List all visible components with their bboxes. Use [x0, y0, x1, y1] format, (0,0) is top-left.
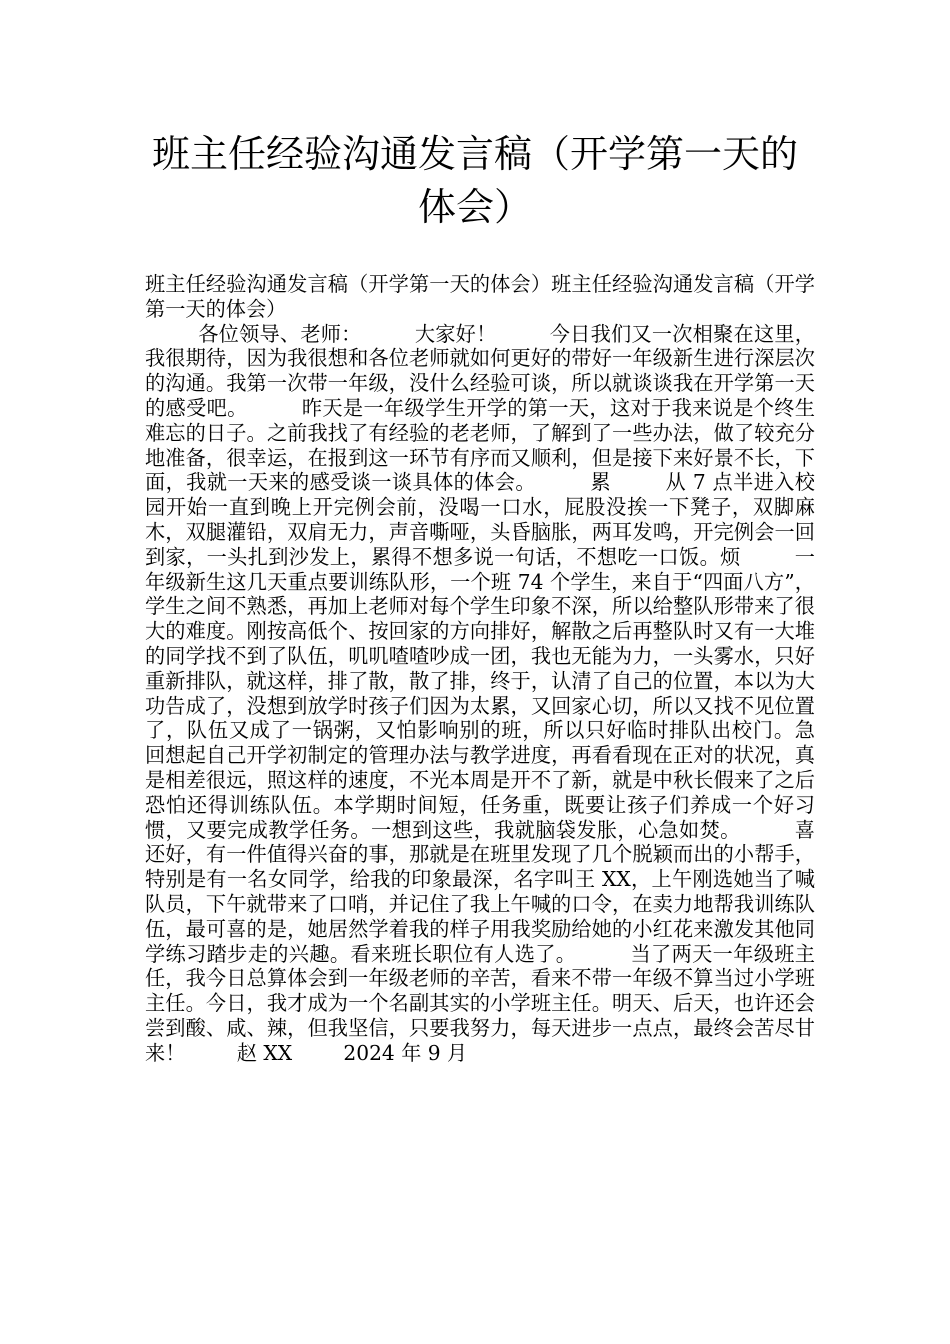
- document-body: 班主任经验沟通发言稿（开学第一天的体会）班主任经验沟通发言稿（开学第一天的体会） 各位领导、老师： 大家好！ 今日我们又一次相聚在这里，我很期待，因为我很想和各位老师就如何更好的带好一年级新生进行深层次的沟通。我第一次带一年级，没什么经验可谈，所以就谈谈我在开学第一天的感受吧。 昨天是一年级学生开学的第一天，这对于我来说是个终生难忘的日子。之前我找了有经验的老老师，了解到了一些办法，做了较充分地准备，很幸运，在报到这一环节有序而又顺利，但是接下来好景不长，下面，我就一天来的感受谈一谈具体的体会。 累 从 7 点半进入校园开始一直到晚上开完例会前，没喝一口水，屁股没挨一下凳子，双脚麻木，双腿灌铅，双肩无力，声音嘶哑，头昏脑胀，两耳发鸣，开完例会一回到家，一头扎到沙发上，累得不想多说一句话，不想吃一口饭。烦 一年级新生这几天重点要训练队形，一个班 74 个学生，来自于“四面八方”，学生之间不熟悉，再加上老师对每个学生印象不深，所以给整队形带来了很大的难度。刚按高低个、按回家的方向排好，解散之后再整队时又有一大堆的同学找不到了队伍，叽叽喳喳吵成一团，我也无能为力，一头雾水，只好重新排队，就这样，排了散，散了排，终于，认清了自己的位置，本以为大功告成了，没想到放学时孩子们因为太累，又回家心切，所以又找不见位置了，队伍又成了一锅粥，又怕影响别的班，所以只好临时排队出校门。急 回想起自己开学初制定的管理办法与教学进度，再看看现在正对的状况，真是相差很远，照这样的速度，不光本周是开不了新，就是中秋长假来了之后恐怕还得训练队伍。本学期时间短，任务重，既要让孩子们养成一个好习惯，又要完成教学任务。一想到这些，我就脑袋发胀，心急如焚。 喜 还好，有一件值得兴奋的事，那就是在班里发现了几个脱颖而出的小帮手，特别是有一名女同学，给我的印象最深，名字叫王 XX，上午刚选她当了喊队员，下午就带来了口哨，并记住了我上午喊的口令，在卖力地帮我训练队伍，最可喜的是，她居然学着我的样子用我奖励给她的小红花来激发其他同学练习踏步走的兴趣。看来班长职位有人选了。 当了两天一年级班主任，我今日总算体会到一年级老师的辛苦，看来不带一年级不算当过小学班主任。今日，我才成为一个名副其实的小学班主任。明天、后天，也许还会尝到酸、咸、辣，但我坚信，只要我努力，每天进步一点点，最终会苦尽甘来！ 赵 XX 2024 年 9 月: [145, 272, 815, 1065]
- document-title: 班主任经验沟通发言稿（开学第一天的体会）: [151, 132, 798, 229]
